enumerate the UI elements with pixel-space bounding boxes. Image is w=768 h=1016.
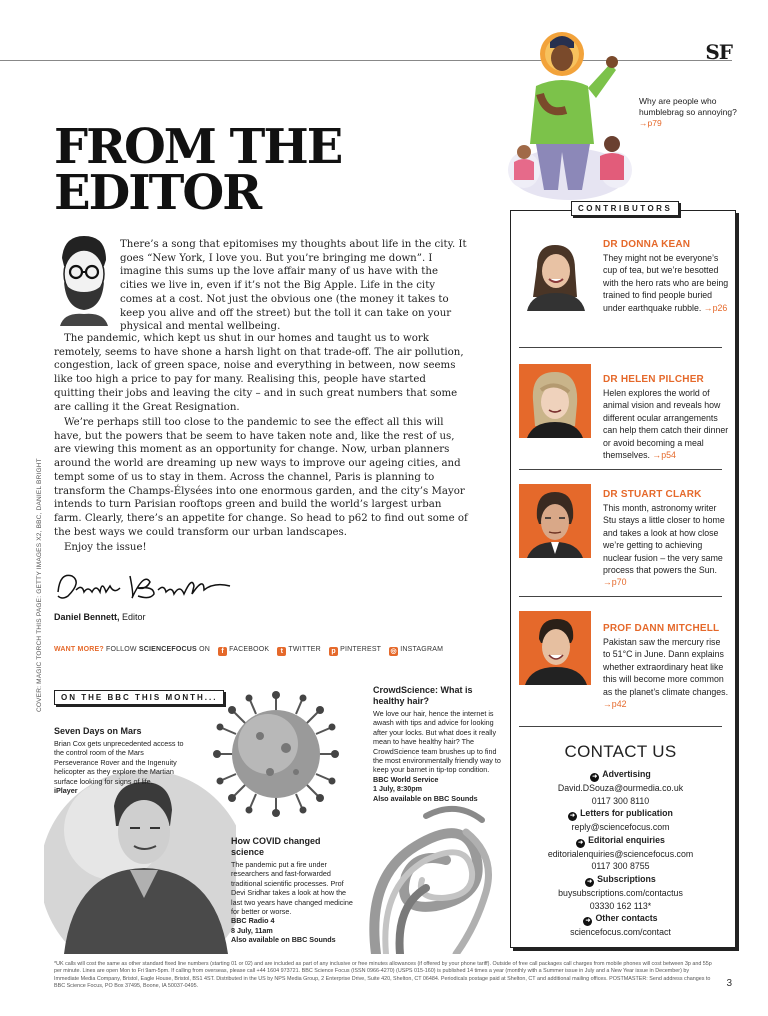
letter-paragraph-3: We’re perhaps still too close to the pandemic to see the effect all this will have, but the powers that be seem to have taken note and, like the rest of us, are viewing this moment as an opportunity for change. Now, urban planners around the world are dreaming up new ways to improve our ageing cities, and tempt some of us to stay in them. Across the channel, Paris is planning to transform the Champs-Élysées into one enormous garden, and the city’s Mayor intends to turn Parisian rooftops green and build the world’s largest urban farm. Clearly, there’s an appetite for change. So head to p62 to find out some of the best ways we could transform our urban landscapes. — [54, 417, 468, 538]
bbc-item-desc: The pandemic put a fire under researchers and fast-forwarded traditional scientific processes. Prof Devi Sridhar takes a look at how the last two years have changed medicine for better or worse. — [231, 860, 353, 917]
other-contacts-heading — [519, 912, 722, 926]
bbc-item-title: Seven Days on Mars — [54, 726, 142, 736]
humblebrag-teaser — [639, 96, 749, 129]
brand-label: SCIENCEFOCUS — [138, 646, 197, 653]
instagram-link[interactable]: INSTAGRAM — [400, 646, 444, 653]
contributor-divider-3 — [519, 596, 722, 597]
twitter-link[interactable]: TWITTER — [288, 646, 321, 653]
humblebrag-text: Why are people who humblebrag so annoying? — [639, 96, 737, 117]
contributor-desc-2 — [603, 387, 729, 461]
arrow-circle-icon: ➜ — [570, 813, 576, 820]
contributor-photo-stuart-clark — [519, 484, 591, 558]
contributor-name-1: DR DONNA KEAN — [603, 239, 691, 250]
letter-paragraph-4: Enjoy the issue! — [64, 542, 147, 553]
magazine-logo: SF — [705, 40, 732, 64]
contributor-desc-text-4: Pakistan saw the mercury rise to 51°C in June. Dann explains whether extraordinary heat like this will become more common as the planet’s climate changes. — [603, 637, 729, 697]
want-more-label: WANT MORE? — [54, 646, 104, 653]
arrow-circle-icon: ➜ — [585, 918, 591, 925]
editor-portrait-illustration — [52, 230, 116, 326]
instagram-icon[interactable]: ◎ — [390, 648, 397, 655]
contributor-name-4: PROF DANN MITCHELL — [603, 623, 720, 634]
humblebrag-illustration — [506, 24, 632, 200]
advertising-phone: 0117 300 8110 — [591, 795, 650, 806]
other-contacts-url[interactable]: sciencefocus.com/contact — [570, 927, 671, 938]
editor-name: Daniel Bennett, — [54, 612, 120, 622]
bbc-item-title: How COVID changed science — [231, 836, 321, 857]
editorial-email[interactable]: editorialenquiries@sciencefocus.com — [547, 848, 694, 859]
advertising-email[interactable]: David.DSouza@ourmedia.co.uk — [557, 783, 684, 793]
arrow-circle-icon: ➜ — [587, 878, 593, 885]
bbc-item-seven-days-on-mars — [54, 726, 190, 795]
bbc-item-channel: BBC Radio 4 — [231, 916, 275, 926]
bbc-item-availability: Also available on BBC Sounds — [231, 935, 336, 945]
page-title — [54, 119, 342, 221]
other-contacts-heading-text: Other contacts — [595, 913, 658, 924]
contributor-divider-2 — [519, 469, 722, 470]
letters-heading-text: Letters for publication — [580, 808, 673, 819]
editor-signature — [54, 566, 234, 606]
contributor-ref-1[interactable]: →p26 — [703, 302, 728, 313]
contact-us-heading: CONTACT US — [564, 742, 677, 761]
editorial-heading — [519, 834, 722, 848]
editorial-phone: 0117 300 8755 — [591, 861, 650, 872]
social-follow-bar — [54, 646, 443, 656]
pinterest-link[interactable]: PINTEREST — [340, 646, 382, 653]
facebook-icon[interactable]: f — [218, 647, 227, 656]
on-label: ON — [196, 646, 213, 653]
editorial-heading-text: Editorial enquiries — [588, 834, 665, 845]
contributor-name-3: DR STUART CLARK — [603, 489, 702, 500]
pinterest-icon[interactable]: p — [329, 647, 338, 656]
legal-footnote: *UK calls will cost the same as other standard fixed line numbers (starting 01 or 02) and are included as part of any inclusive or free minutes allowances (if offered by your phone tariff). Outside of free call packages call charges from mobile phones will cost between 3p and 55p per minute. Lines are open Mon to Fri 9am-5pm. If calling from overseas, please call +44 1604 973721. BBC Science Focus (ISSN 0966-4270) (USPS 015-160) is published 14 times a year (monthly with a Summer issue in July and a New Year issue in December) by Immediate Media Company, Bristol, Eagle House, Bristol, BS1 4ST. Distributed in the US by NPS Media Group, 2 Enterprise Drive, Suite 420, Shelton, CT 06484. Periodicals postage paid at Shelton, CT and additional mailing offices. POSTMASTER: Send address changes to BBC Science Focus, PO Box 37495, Boone, IA 50037-0495. — [54, 961, 712, 990]
letters-email[interactable]: reply@sciencefocus.com — [571, 822, 670, 833]
editor-byline — [54, 612, 146, 622]
arrow-circle-icon: ➜ — [578, 839, 584, 846]
image-credit: COVER: MAGIC TORCH THIS PAGE: GETTY IMAGES X2, BBC, DANIEL BRIGHT — [36, 458, 43, 712]
contributor-desc-1 — [603, 252, 729, 314]
editor-role: Editor — [119, 612, 146, 622]
letters-heading — [519, 807, 722, 821]
title-line-1: FROM THE — [54, 119, 342, 175]
page-number: 3 — [726, 978, 732, 989]
bbc-item-channel: iPlayer — [54, 786, 78, 796]
advertising-heading-text: Advertising — [602, 769, 651, 779]
humblebrag-page-ref[interactable]: →p79 — [639, 118, 662, 128]
bbc-item-desc: Brian Cox gets unprecedented access to the control room of the Mars Perseverance Rover and the Ingenuity helicopter as they explore the Martian surface looking for signs of life. — [54, 739, 184, 786]
contributor-photo-helen-pilcher — [519, 364, 591, 438]
bbc-item-crowdscience — [373, 685, 503, 803]
subscriptions-phone: 03330 162 113* — [589, 900, 652, 911]
contributor-desc-text-1: They might not be everyone’s cup of tea, but we’re besotted with the hero rats who are being trained to find people buried under earthquake rubble. — [603, 253, 729, 313]
arrow-circle-icon: ➜ — [592, 774, 598, 780]
contributor-photo-dann-mitchell — [519, 611, 591, 685]
twitter-icon[interactable]: t — [277, 647, 286, 656]
contributor-ref-2[interactable]: →p54 — [652, 450, 676, 461]
contributor-ref-3[interactable]: →p70 — [603, 577, 627, 588]
bbc-item-channel: BBC World Service — [373, 774, 439, 784]
contributor-ref-4[interactable]: →p42 — [603, 699, 627, 710]
contact-list — [519, 768, 722, 939]
contributor-photo-donna-kean — [519, 237, 591, 311]
contributor-name-2: DR HELEN PILCHER — [603, 374, 704, 385]
contributor-desc-text-2: Helen explores the world of animal vision and reveals how different ocular arrangements can help them catch their dinner or avoid becoming a meal themselves. — [603, 388, 729, 461]
subscriptions-heading-text: Subscriptions — [597, 873, 656, 884]
title-line-2: EDITOR — [54, 165, 261, 221]
contributor-desc-4 — [603, 636, 729, 710]
contributor-divider-1 — [519, 347, 722, 348]
contributors-tag: CONTRIBUTORS — [571, 201, 679, 216]
contributor-desc-text-3: This month, astronomy writer Stu stays a little closer to home and takes a look at how close we’re getting to achieving nuclear fusion – the very same process that powers the Sun. — [603, 503, 725, 576]
bbc-section-tag: ON THE BBC THIS MONTH... — [54, 690, 224, 705]
contributor-desc-3 — [603, 502, 729, 589]
bbc-item-how-covid-changed-science — [231, 836, 353, 945]
brian-cox-photo — [44, 770, 236, 954]
contributor-divider-4 — [519, 726, 722, 727]
bbc-item-title: CrowdScience: What is healthy hair? — [373, 685, 473, 706]
letter-paragraph-1: There’s a song that epitomises my thoughts about life in the city. It goes “New York, I love you. But you’re bringing me down”. I imagine this sums up the love affair many of us have with the cities we live in, even if it’s not the Big Apple. Life in the city comes at a cost. Not just the obvious one (the money it takes to keep you alive and off the street) but the toll it can take on your physical and mental wellbeing. — [120, 239, 467, 333]
hair-swirl-photo — [356, 793, 506, 954]
facebook-link[interactable]: FACEBOOK — [229, 646, 270, 653]
subscriptions-url[interactable]: buysubscriptions.com/contactus — [558, 887, 683, 898]
bbc-item-availability: Also available on BBC Sounds — [373, 793, 478, 803]
bbc-item-time: 8 July, 11am — [231, 925, 273, 935]
letter-paragraph-2: The pandemic, which kept us shut in our homes and taught us to work remotely, seems to have shone a harsh light on that trade-off. The air pollution, congestion, lack of green space, noise and everything in between, now seems like too high a price to pay for many. Realising this, people have started quitting their jobs and leaving the city – and in such great numbers that some are calling it the Great Resignation. — [54, 333, 464, 413]
follow-label: FOLLOW — [103, 646, 139, 653]
bbc-item-time: 1 July, 8:30pm — [373, 784, 423, 794]
advertising-heading — [519, 768, 722, 782]
bbc-item-desc: We love our hair, hence the internet is awash with tips and advice for looking after your locks. But what does it really mean to have healthy hair? The CrowdScience team brushes up to find the most environmentally friendly way to keep your barnet in tip-top condition. — [373, 709, 501, 775]
subscriptions-heading — [519, 873, 722, 887]
